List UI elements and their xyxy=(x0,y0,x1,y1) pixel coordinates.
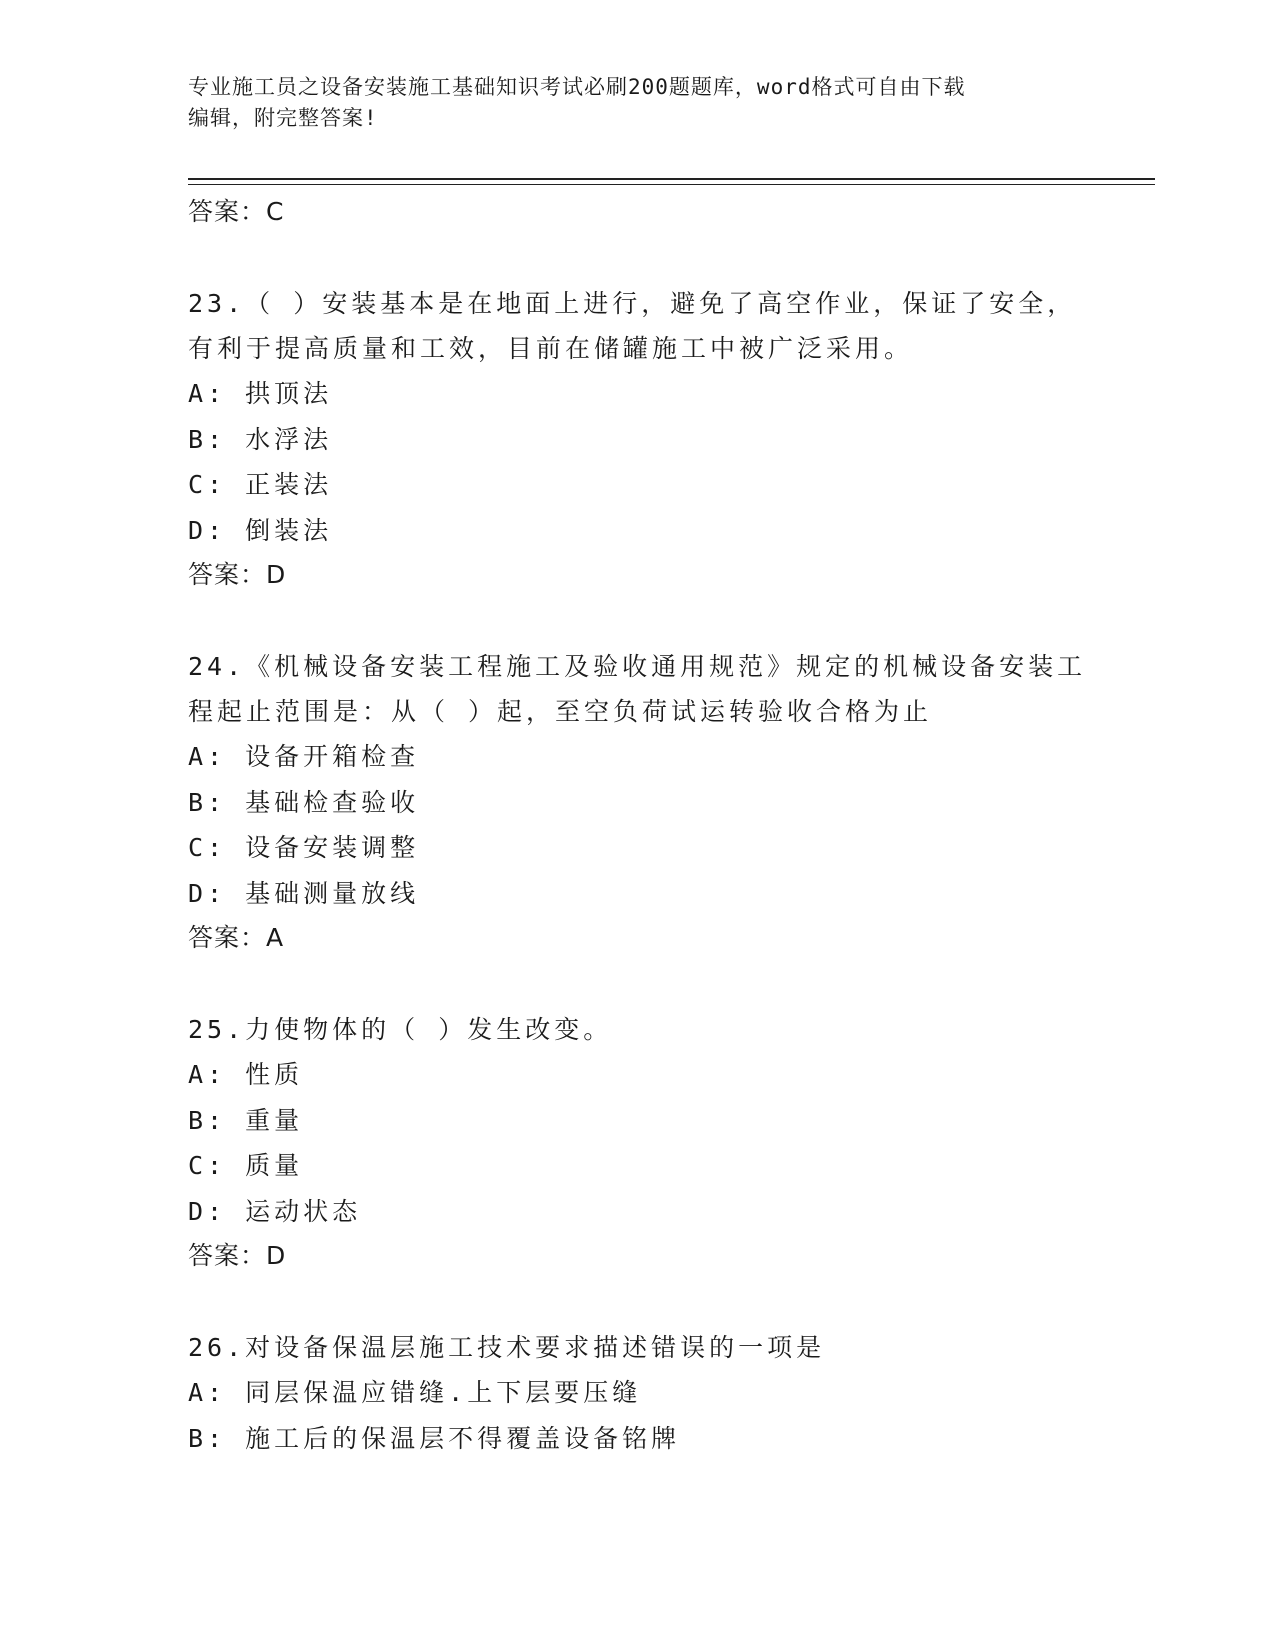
option-b: B: 重量 xyxy=(188,1105,304,1135)
header-line-2: 编辑，附完整答案! xyxy=(188,106,378,130)
answer: 答案：A xyxy=(188,923,285,952)
question-text-line: 24.《机械设备安装工程施工及验收通用规范》规定的机械设备安装工 xyxy=(188,652,1087,681)
option-b: B: 施工后的保温层不得覆盖设备铭牌 xyxy=(188,1423,681,1453)
question-text-line: 25.力使物体的（ ）发生改变。 xyxy=(188,1015,613,1044)
question-text-line: 有利于提高质量和工效，目前在储罐施工中被广泛采用。 xyxy=(188,334,914,363)
option-a: A: 性质 xyxy=(188,1060,304,1089)
option-c: C: 正装法 xyxy=(188,470,333,499)
question-text-line: 程起止范围是：从（ ）起，至空负荷试运转验收合格为止 xyxy=(188,697,933,726)
question-26 xyxy=(188,1325,1088,1461)
question-text-line: 23.（ ）安装基本是在地面上进行，避免了高空作业，保证了安全， xyxy=(188,289,1077,318)
option-a: A: 同层保温应错缝.上下层要压缝 xyxy=(188,1378,642,1407)
header-divider-thick xyxy=(188,178,1155,180)
option-c: C: 质量 xyxy=(188,1151,304,1180)
previous-answer: 答案：C xyxy=(188,197,285,226)
option-a: A: 设备开箱检查 xyxy=(188,742,420,771)
option-d: D: 运动状态 xyxy=(188,1196,362,1226)
option-b: B: 水浮法 xyxy=(188,424,333,454)
option-a: A: 拱顶法 xyxy=(188,379,333,408)
option-b: B: 基础检查验收 xyxy=(188,787,420,817)
option-c: C: 设备安装调整 xyxy=(188,833,420,862)
question-text-line: 26.对设备保温层施工技术要求描述错误的一项是 xyxy=(188,1333,826,1362)
question-24 xyxy=(188,644,1088,960)
question-23 xyxy=(188,281,1088,597)
header-line-1: 专业施工员之设备安装施工基础知识考试必刷200题题库，word格式可自由下载 xyxy=(188,75,966,99)
question-25 xyxy=(188,1007,1088,1278)
option-d: D: 倒装法 xyxy=(188,515,333,545)
answer: 答案：D xyxy=(188,560,287,589)
document-header xyxy=(188,72,1088,134)
option-d: D: 基础测量放线 xyxy=(188,878,420,908)
answer: 答案：D xyxy=(188,1241,287,1270)
header-divider-thin xyxy=(188,184,1155,185)
question-list xyxy=(188,190,1088,1461)
